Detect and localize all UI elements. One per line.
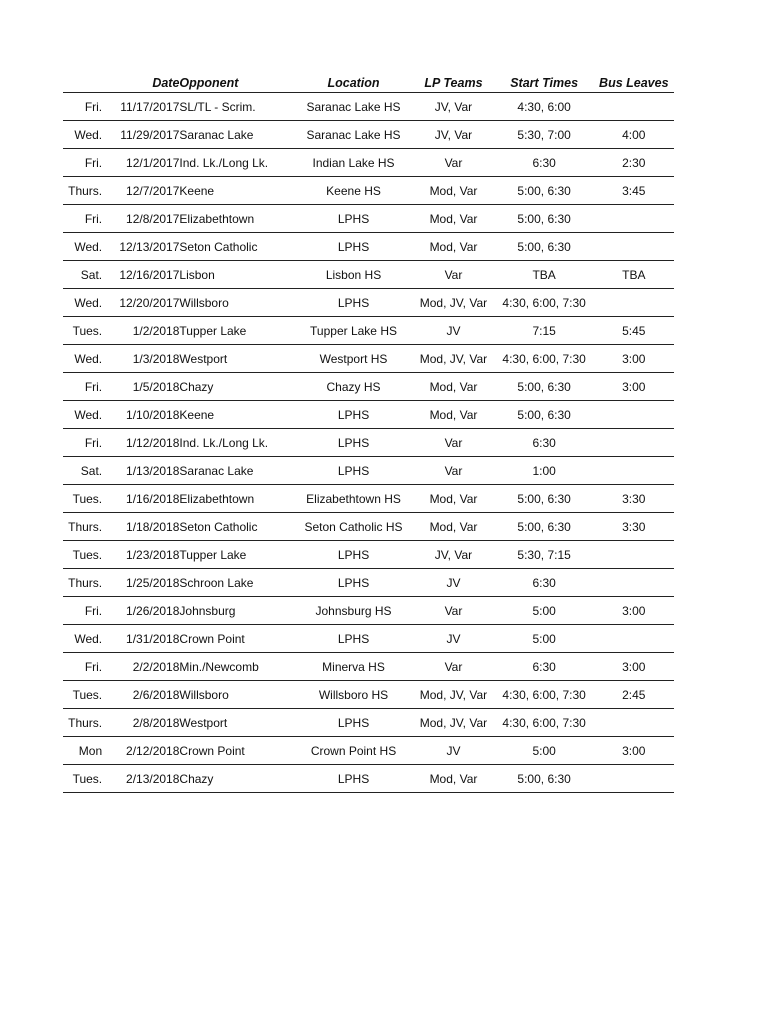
lp-teams-cell: Mod, JV, Var	[412, 345, 494, 373]
start-times-cell: 1:00	[495, 457, 594, 485]
day-cell: Sat.	[63, 261, 102, 289]
start-times-cell: 5:00, 6:30	[495, 485, 594, 513]
opponent-cell: Elizabethtown	[179, 485, 294, 513]
bus-leaves-cell	[594, 569, 674, 597]
date-cell: 1/25/2018	[102, 569, 179, 597]
date-cell: 1/18/2018	[102, 513, 179, 541]
day-cell: Tues.	[63, 485, 102, 513]
bus-leaves-cell: TBA	[594, 261, 674, 289]
start-times-cell: 5:00	[495, 737, 594, 765]
table-row	[63, 597, 674, 625]
start-times-cell: TBA	[495, 261, 594, 289]
table-row	[63, 709, 674, 737]
bus-leaves-cell	[594, 233, 674, 261]
bus-leaves-cell	[594, 709, 674, 737]
table-row	[63, 289, 674, 317]
lp-teams-cell: JV, Var	[412, 121, 494, 149]
bus-leaves-cell: 5:45	[594, 317, 674, 345]
header-bus-leaves: Bus Leaves	[594, 68, 674, 93]
day-cell: Wed.	[63, 233, 102, 261]
bus-leaves-cell	[594, 289, 674, 317]
start-times-cell: 5:00, 6:30	[495, 205, 594, 233]
table-row	[63, 93, 674, 121]
location-cell: Keene HS	[295, 177, 412, 205]
location-cell: LPHS	[295, 709, 412, 737]
location-cell: Lisbon HS	[295, 261, 412, 289]
opponent-cell: Keene	[179, 401, 294, 429]
opponent-cell: Westport	[179, 345, 294, 373]
day-cell: Fri.	[63, 93, 102, 121]
lp-teams-cell: Mod, Var	[412, 373, 494, 401]
opponent-cell: Willsboro	[179, 681, 294, 709]
lp-teams-cell: Mod, JV, Var	[412, 289, 494, 317]
start-times-cell: 5:00, 6:30	[495, 373, 594, 401]
start-times-cell: 4:30, 6:00, 7:30	[495, 289, 594, 317]
lp-teams-cell: JV	[412, 625, 494, 653]
start-times-cell: 5:00	[495, 597, 594, 625]
header-day-spacer	[63, 68, 102, 93]
bus-leaves-cell: 3:00	[594, 345, 674, 373]
table-row	[63, 457, 674, 485]
opponent-cell: Crown Point	[179, 625, 294, 653]
bus-leaves-cell	[594, 457, 674, 485]
opponent-cell: Saranac Lake	[179, 121, 294, 149]
start-times-cell: 6:30	[495, 149, 594, 177]
opponent-cell: Westport	[179, 709, 294, 737]
start-times-cell: 6:30	[495, 653, 594, 681]
bus-leaves-cell: 3:30	[594, 485, 674, 513]
opponent-cell: Saranac Lake	[179, 457, 294, 485]
opponent-cell: Crown Point	[179, 737, 294, 765]
opponent-cell: Min./Newcomb	[179, 653, 294, 681]
lp-teams-cell: Mod, Var	[412, 401, 494, 429]
lp-teams-cell: Var	[412, 597, 494, 625]
date-cell: 12/7/2017	[102, 177, 179, 205]
date-cell: 11/29/2017	[102, 121, 179, 149]
start-times-cell: 5:00, 6:30	[495, 513, 594, 541]
lp-teams-cell: JV	[412, 737, 494, 765]
lp-teams-cell: Mod, Var	[412, 233, 494, 261]
opponent-cell: Johnsburg	[179, 597, 294, 625]
date-cell: 1/2/2018	[102, 317, 179, 345]
date-cell: 1/10/2018	[102, 401, 179, 429]
header-lp-teams: LP Teams	[412, 68, 494, 93]
day-cell: Thurs.	[63, 513, 102, 541]
lp-teams-cell: Var	[412, 261, 494, 289]
header-location: Location	[295, 68, 412, 93]
lp-teams-cell: Mod, Var	[412, 205, 494, 233]
bus-leaves-cell	[594, 765, 674, 793]
table-row	[63, 569, 674, 597]
start-times-cell: 4:30, 6:00, 7:30	[495, 709, 594, 737]
table-row	[63, 121, 674, 149]
table-row	[63, 737, 674, 765]
location-cell: LPHS	[295, 765, 412, 793]
bus-leaves-cell	[594, 205, 674, 233]
location-cell: LPHS	[295, 401, 412, 429]
location-cell: LPHS	[295, 457, 412, 485]
location-cell: Elizabethtown HS	[295, 485, 412, 513]
opponent-cell: Ind. Lk./Long Lk.	[179, 149, 294, 177]
start-times-cell: 4:30, 6:00	[495, 93, 594, 121]
day-cell: Fri.	[63, 653, 102, 681]
day-cell: Tues.	[63, 541, 102, 569]
bus-leaves-cell	[594, 93, 674, 121]
day-cell: Thurs.	[63, 177, 102, 205]
bus-leaves-cell: 3:00	[594, 653, 674, 681]
start-times-cell: 5:00, 6:30	[495, 765, 594, 793]
date-cell: 11/17/2017	[102, 93, 179, 121]
table-row	[63, 653, 674, 681]
bus-leaves-cell: 3:00	[594, 737, 674, 765]
bus-leaves-cell	[594, 541, 674, 569]
lp-teams-cell: Mod, JV, Var	[412, 681, 494, 709]
lp-teams-cell: Mod, JV, Var	[412, 709, 494, 737]
bus-leaves-cell: 3:30	[594, 513, 674, 541]
day-cell: Thurs.	[63, 709, 102, 737]
location-cell: LPHS	[295, 205, 412, 233]
opponent-cell: Chazy	[179, 373, 294, 401]
start-times-cell: 5:00, 6:30	[495, 177, 594, 205]
table-row	[63, 261, 674, 289]
date-cell: 2/12/2018	[102, 737, 179, 765]
lp-teams-cell: Mod, Var	[412, 765, 494, 793]
opponent-cell: Lisbon	[179, 261, 294, 289]
date-cell: 12/8/2017	[102, 205, 179, 233]
lp-teams-cell: Var	[412, 653, 494, 681]
table-row	[63, 233, 674, 261]
date-cell: 1/5/2018	[102, 373, 179, 401]
location-cell: Saranac Lake HS	[295, 121, 412, 149]
day-cell: Fri.	[63, 205, 102, 233]
opponent-cell: Keene	[179, 177, 294, 205]
bus-leaves-cell	[594, 401, 674, 429]
date-cell: 12/20/2017	[102, 289, 179, 317]
bus-leaves-cell: 4:00	[594, 121, 674, 149]
day-cell: Wed.	[63, 625, 102, 653]
date-cell: 12/16/2017	[102, 261, 179, 289]
date-cell: 1/12/2018	[102, 429, 179, 457]
date-cell: 2/6/2018	[102, 681, 179, 709]
day-cell: Tues.	[63, 765, 102, 793]
opponent-cell: Seton Catholic	[179, 513, 294, 541]
opponent-cell: Tupper Lake	[179, 541, 294, 569]
table-row	[63, 681, 674, 709]
location-cell: LPHS	[295, 625, 412, 653]
location-cell: Tupper Lake HS	[295, 317, 412, 345]
start-times-cell: 7:15	[495, 317, 594, 345]
table-row	[63, 429, 674, 457]
date-cell: 1/16/2018	[102, 485, 179, 513]
schedule-table	[63, 68, 674, 793]
location-cell: LPHS	[295, 429, 412, 457]
location-cell: LPHS	[295, 289, 412, 317]
start-times-cell: 6:30	[495, 569, 594, 597]
lp-teams-cell: Mod, Var	[412, 485, 494, 513]
day-cell: Tues.	[63, 317, 102, 345]
bus-leaves-cell: 2:45	[594, 681, 674, 709]
header-opponent: Opponent	[179, 68, 294, 93]
location-cell: LPHS	[295, 569, 412, 597]
bus-leaves-cell	[594, 429, 674, 457]
day-cell: Sat.	[63, 457, 102, 485]
bus-leaves-cell: 3:00	[594, 597, 674, 625]
lp-teams-cell: JV, Var	[412, 93, 494, 121]
day-cell: Wed.	[63, 121, 102, 149]
day-cell: Fri.	[63, 429, 102, 457]
lp-teams-cell: JV	[412, 317, 494, 345]
opponent-cell: Seton Catholic	[179, 233, 294, 261]
bus-leaves-cell: 2:30	[594, 149, 674, 177]
table-row	[63, 625, 674, 653]
bus-leaves-cell: 3:00	[594, 373, 674, 401]
location-cell: Seton Catholic HS	[295, 513, 412, 541]
day-cell: Mon	[63, 737, 102, 765]
opponent-cell: Chazy	[179, 765, 294, 793]
location-cell: Saranac Lake HS	[295, 93, 412, 121]
start-times-cell: 5:30, 7:00	[495, 121, 594, 149]
table-row	[63, 345, 674, 373]
start-times-cell: 4:30, 6:00, 7:30	[495, 345, 594, 373]
start-times-cell: 5:30, 7:15	[495, 541, 594, 569]
date-cell: 1/31/2018	[102, 625, 179, 653]
table-row	[63, 765, 674, 793]
location-cell: Westport HS	[295, 345, 412, 373]
start-times-cell: 6:30	[495, 429, 594, 457]
opponent-cell: Tupper Lake	[179, 317, 294, 345]
lp-teams-cell: JV	[412, 569, 494, 597]
date-cell: 12/1/2017	[102, 149, 179, 177]
lp-teams-cell: Var	[412, 429, 494, 457]
table-row	[63, 373, 674, 401]
day-cell: Fri.	[63, 597, 102, 625]
opponent-cell: Ind. Lk./Long Lk.	[179, 429, 294, 457]
date-cell: 1/23/2018	[102, 541, 179, 569]
day-cell: Tues.	[63, 681, 102, 709]
start-times-cell: 5:00, 6:30	[495, 401, 594, 429]
day-cell: Fri.	[63, 149, 102, 177]
opponent-cell: SL/TL - Scrim.	[179, 93, 294, 121]
location-cell: Chazy HS	[295, 373, 412, 401]
location-cell: Indian Lake HS	[295, 149, 412, 177]
opponent-cell: Schroon Lake	[179, 569, 294, 597]
location-cell: Minerva HS	[295, 653, 412, 681]
location-cell: LPHS	[295, 541, 412, 569]
table-row	[63, 149, 674, 177]
day-cell: Wed.	[63, 289, 102, 317]
day-cell: Wed.	[63, 345, 102, 373]
day-cell: Thurs.	[63, 569, 102, 597]
lp-teams-cell: Mod, Var	[412, 177, 494, 205]
table-row	[63, 513, 674, 541]
location-cell: Crown Point HS	[295, 737, 412, 765]
opponent-cell: Willsboro	[179, 289, 294, 317]
header-start-times: Start Times	[495, 68, 594, 93]
date-cell: 2/8/2018	[102, 709, 179, 737]
table-row	[63, 205, 674, 233]
location-cell: Willsboro HS	[295, 681, 412, 709]
start-times-cell: 5:00, 6:30	[495, 233, 594, 261]
lp-teams-cell: Var	[412, 149, 494, 177]
header-date: Date	[102, 68, 179, 93]
day-cell: Wed.	[63, 401, 102, 429]
table-row	[63, 177, 674, 205]
lp-teams-cell: Mod, Var	[412, 513, 494, 541]
day-cell: Fri.	[63, 373, 102, 401]
lp-teams-cell: Var	[412, 457, 494, 485]
date-cell: 1/26/2018	[102, 597, 179, 625]
opponent-cell: Elizabethtown	[179, 205, 294, 233]
date-cell: 2/13/2018	[102, 765, 179, 793]
location-cell: LPHS	[295, 233, 412, 261]
date-cell: 1/13/2018	[102, 457, 179, 485]
start-times-cell: 5:00	[495, 625, 594, 653]
table-row	[63, 541, 674, 569]
bus-leaves-cell: 3:45	[594, 177, 674, 205]
table-row	[63, 485, 674, 513]
table-row	[63, 317, 674, 345]
bus-leaves-cell	[594, 625, 674, 653]
table-row	[63, 401, 674, 429]
date-cell: 1/3/2018	[102, 345, 179, 373]
location-cell: Johnsburg HS	[295, 597, 412, 625]
header-row	[63, 68, 674, 93]
date-cell: 12/13/2017	[102, 233, 179, 261]
date-cell: 2/2/2018	[102, 653, 179, 681]
lp-teams-cell: JV, Var	[412, 541, 494, 569]
start-times-cell: 4:30, 6:00, 7:30	[495, 681, 594, 709]
